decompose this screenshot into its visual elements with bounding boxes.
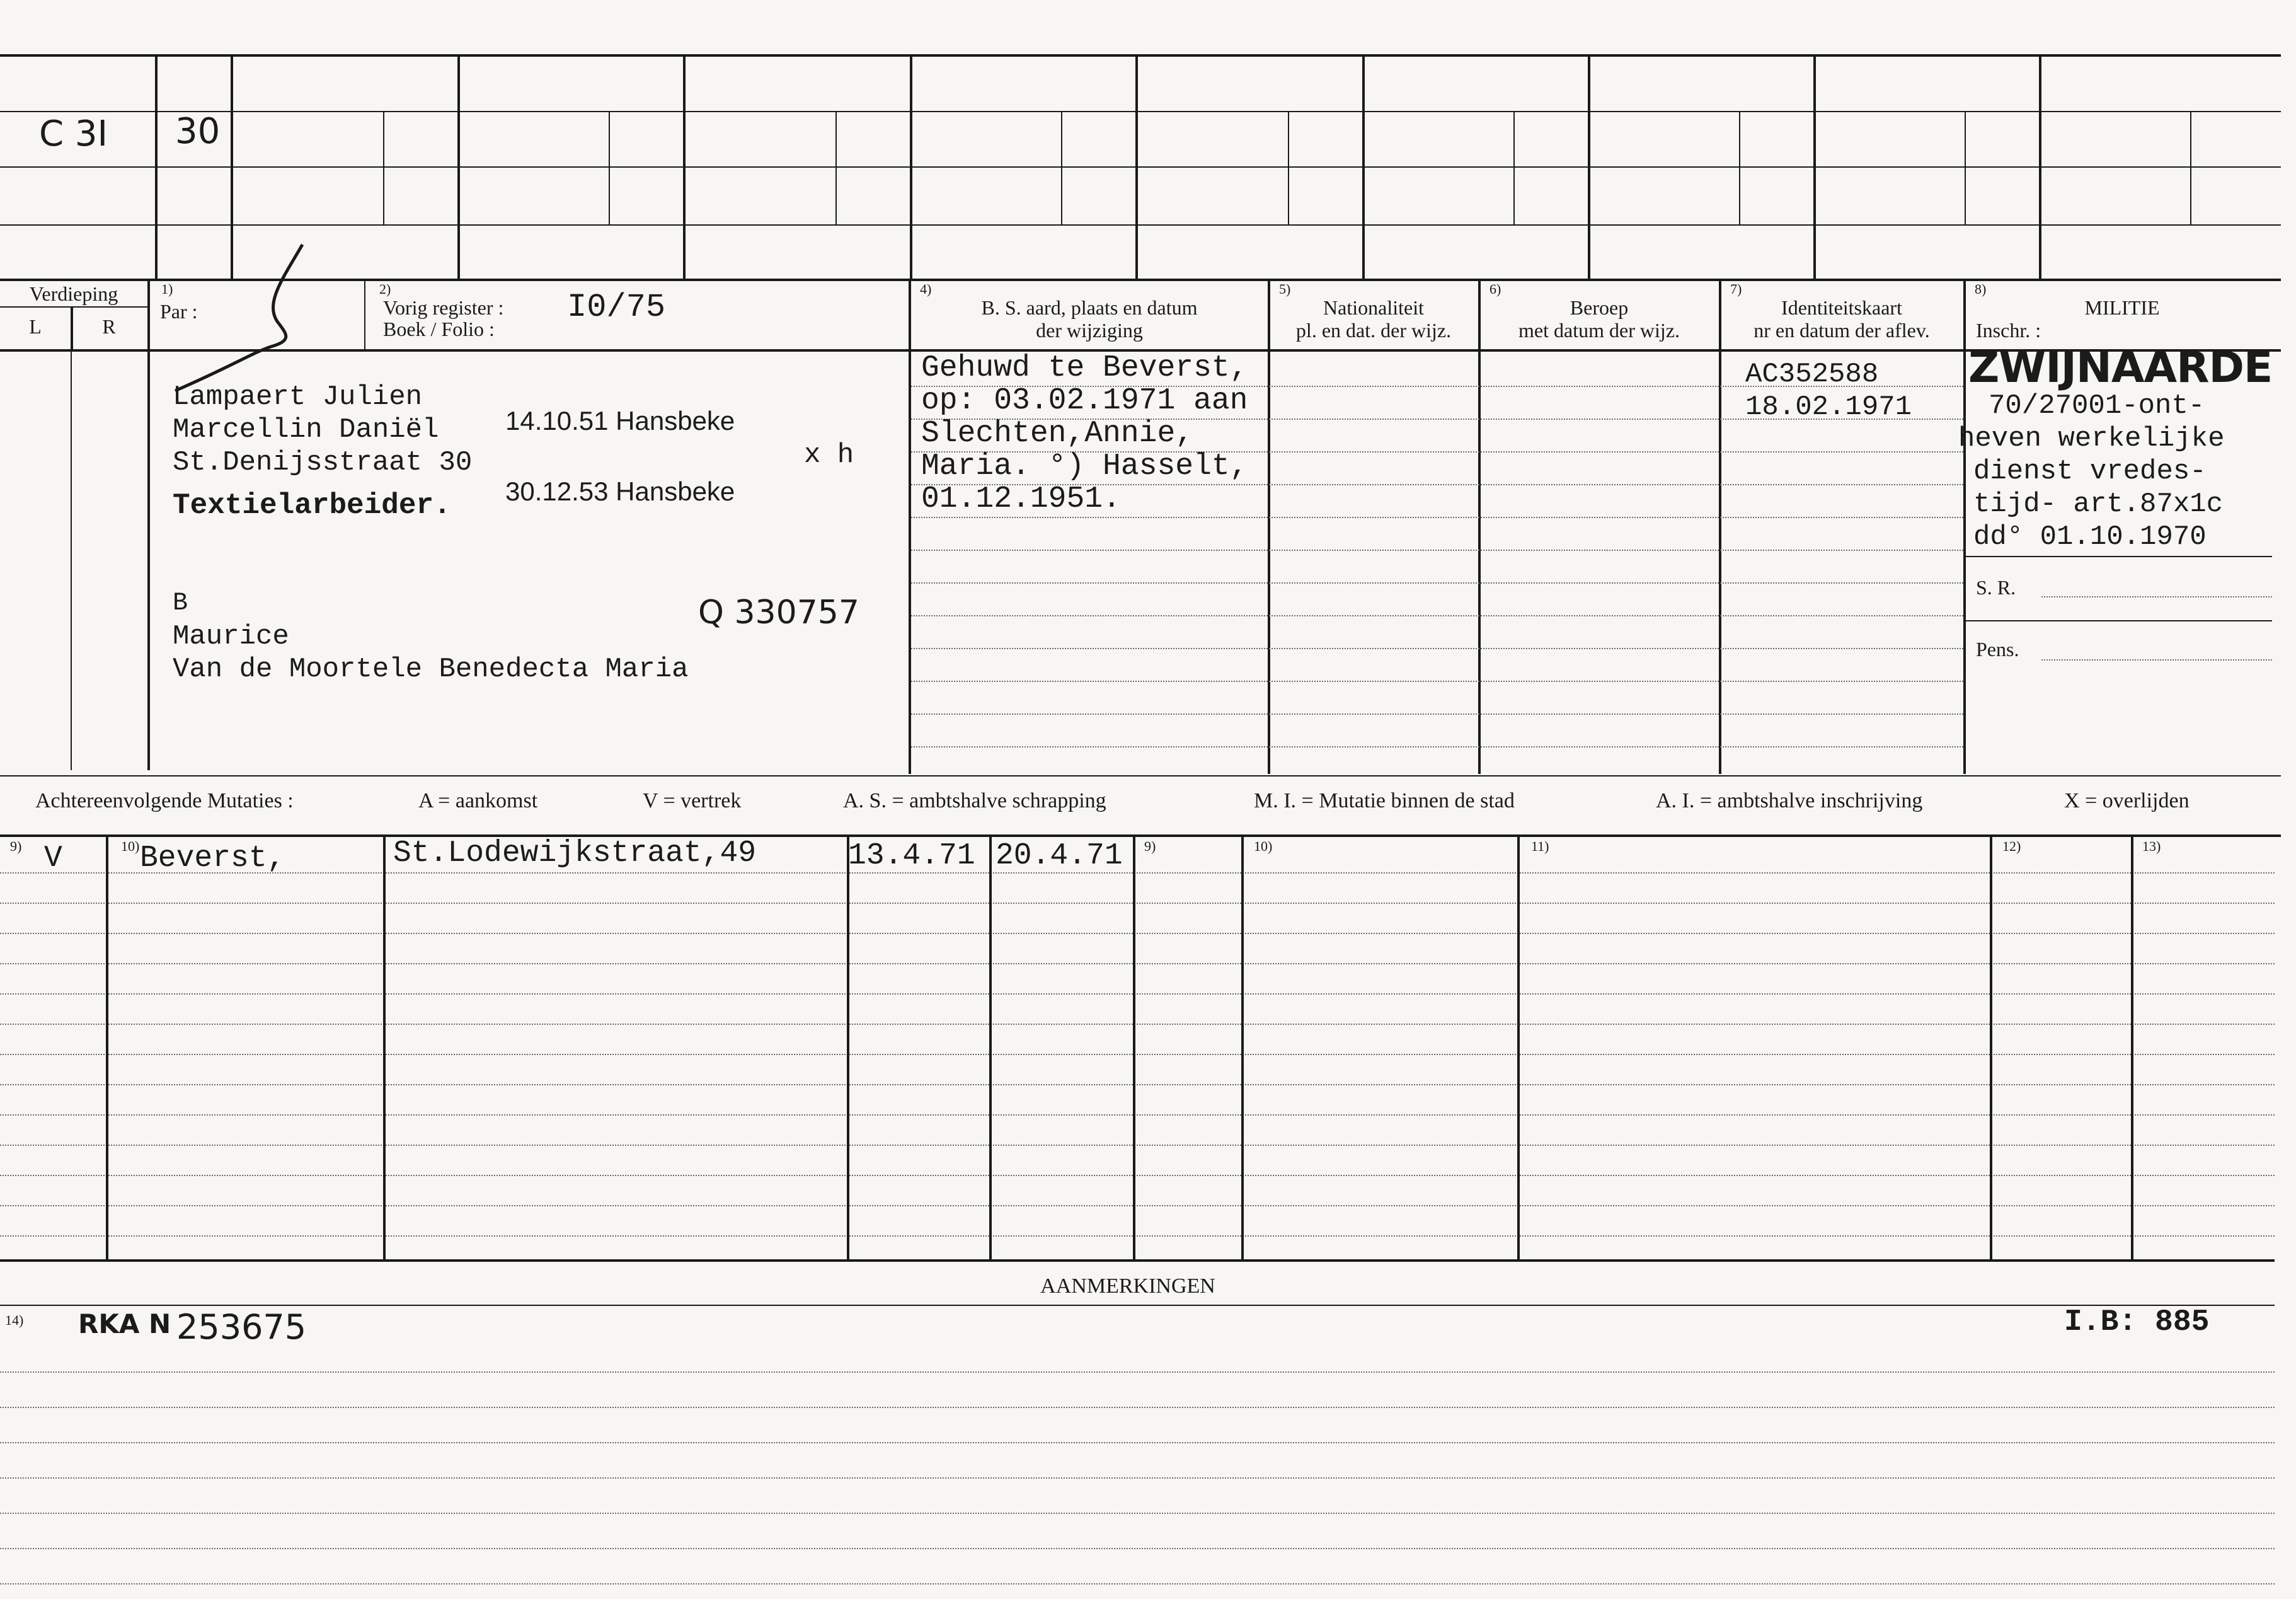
- militie-line: dd° 01.10.1970: [1973, 521, 2207, 553]
- footnote-14: 14): [5, 1312, 24, 1328]
- militie-line: dienst vredes-: [1973, 456, 2207, 487]
- grid-line: [0, 224, 2281, 226]
- mutations-title: Achtereenvolgende Mutaties :: [35, 789, 294, 812]
- grid-line: [1513, 111, 1515, 224]
- mutation-date-2: 20.4.71: [996, 839, 1123, 873]
- person-date-2: 30.12.53 Hansbeke: [505, 476, 735, 506]
- parent-mother: Van de Moortele Benedecta Maria: [173, 654, 689, 685]
- mutation-street: St.Lodewijkstraat,49: [393, 836, 757, 870]
- column-line: [909, 279, 911, 774]
- footnote-10b: 10): [1254, 838, 1273, 854]
- bs-line: op: 03.02.1971 aan: [921, 384, 1248, 418]
- right-label: R: [102, 315, 116, 338]
- footnote-11: 11): [1531, 838, 1549, 854]
- remarks-row-line: [0, 1583, 2275, 1585]
- grid-line: [1965, 111, 1966, 224]
- grid-line: [457, 54, 460, 279]
- column-line: [1268, 279, 1270, 774]
- rka-number: 253675: [176, 1307, 307, 1347]
- person-address: St.Denijsstraat 30: [173, 447, 473, 478]
- footnote-12: 12): [2002, 838, 2021, 854]
- legend-ambtshalve-schrapping: A. S. = ambtshalve schrapping: [843, 789, 1106, 812]
- grid-line: [2039, 54, 2041, 279]
- identity-card-date: 18.02.1971: [1745, 391, 1912, 423]
- legend-overlijden: X = overlijden: [2064, 789, 2190, 812]
- legend-aankomst: A = aankomst: [418, 789, 538, 812]
- mutation-row-line: [0, 1054, 2275, 1055]
- left-label: L: [29, 315, 42, 338]
- militie-line: tijd- art.87x1c: [1973, 488, 2224, 520]
- nationaliteit-header-line1: Nationaliteit: [1323, 296, 1424, 319]
- legend-mutatie-binnen-stad: M. I. = Mutatie binnen de stad: [1254, 789, 1515, 812]
- footnote-5: 5): [1279, 281, 1291, 297]
- footnote-10: 10): [121, 838, 140, 854]
- militie-divider: [1963, 620, 2272, 621]
- column-line: [847, 834, 849, 1259]
- grid-line: [383, 111, 384, 224]
- mutation-row-line: [0, 1175, 2275, 1176]
- person-given-names: Marcellin Daniël: [173, 414, 439, 446]
- grid-line: [609, 111, 610, 224]
- register-code: C 3I: [39, 113, 108, 154]
- beroep-header-line2: met datum der wijz.: [1518, 319, 1680, 342]
- identiteit-header-line2: nr en datum der aflev.: [1754, 319, 1930, 342]
- militie-line: 70/27001-ont-: [1989, 390, 2205, 422]
- nationaliteit-header-line2: pl. en dat. der wijz.: [1295, 319, 1452, 342]
- mutation-row-line: [0, 903, 2275, 904]
- inschr-label: Inschr. :: [1976, 319, 2041, 342]
- aanmerkingen-line: [0, 1305, 2275, 1306]
- grid-line: [0, 166, 2281, 168]
- legend-top-line: [0, 775, 2281, 776]
- dotted-row-line: [911, 582, 1963, 584]
- identity-card-number: AC352588: [1745, 359, 1879, 390]
- column-line: [1990, 834, 1992, 1259]
- person-profession: Textielarbeider.: [173, 489, 451, 522]
- dotted-row-line: [911, 615, 1963, 616]
- grid-line: [683, 54, 686, 279]
- remarks-row-line: [0, 1442, 2275, 1443]
- remarks-row-line: [0, 1371, 2275, 1373]
- column-line: [2131, 834, 2133, 1259]
- mutation-row-line: [0, 1205, 2275, 1206]
- bs-line: Slechten,Annie,: [921, 417, 1194, 451]
- vorig-register-label: Vorig register :: [383, 296, 504, 319]
- column-line: [1478, 279, 1481, 774]
- parent-father: Maurice: [173, 621, 289, 652]
- pens-dotted-line: [2041, 659, 2272, 661]
- militie-header: MILITIE: [2084, 296, 2160, 319]
- grid-line: [1588, 54, 1590, 279]
- verdieping-divider: [0, 306, 147, 308]
- register-number: 30: [175, 111, 221, 152]
- remarks-row-line: [0, 1513, 2275, 1514]
- mutations-top-line: [0, 834, 2281, 837]
- ib-number: I.B: 885: [2064, 1305, 2210, 1339]
- column-line: [364, 279, 365, 349]
- bs-header-line1: B. S. aard, plaats en datum: [981, 296, 1198, 319]
- sr-dotted-line: [2041, 596, 2272, 597]
- militie-place: ZWIJNAARDE: [1968, 343, 2273, 393]
- rka-label: RKA N: [78, 1308, 171, 1339]
- footnote-9: 9): [10, 838, 22, 854]
- dotted-row-line: [911, 550, 1963, 551]
- legend-vertrek: V = vertrek: [643, 789, 742, 812]
- grid-line: [0, 54, 2281, 57]
- verdieping-label: Verdieping: [29, 282, 118, 305]
- footnote-8: 8): [1975, 281, 1987, 297]
- mutation-row-line: [0, 1114, 2275, 1116]
- sr-label: S. R.: [1976, 576, 2016, 599]
- grid-line: [2190, 111, 2191, 224]
- dotted-row-line: [911, 713, 1963, 715]
- footnote-9b: 9): [1144, 838, 1156, 854]
- mutation-row-line: [0, 1084, 2275, 1085]
- grid-line: [910, 54, 912, 279]
- bs-line: Maria. °) Hasselt,: [921, 449, 1248, 483]
- column-line: [1517, 834, 1520, 1259]
- grid-line: [835, 111, 837, 224]
- mutation-row-line: [0, 1024, 2275, 1025]
- footnote-6: 6): [1490, 281, 1501, 297]
- footnote-2: 2): [379, 281, 391, 297]
- footnote-7: 7): [1730, 281, 1742, 297]
- mutation-type: V: [44, 841, 62, 875]
- beroep-header-line1: Beroep: [1570, 296, 1629, 319]
- column-line: [1241, 834, 1244, 1259]
- identiteit-header-line1: Identiteitskaart: [1781, 296, 1902, 319]
- mutation-row-line: [0, 1145, 2275, 1146]
- mutation-row-line: [0, 963, 2275, 964]
- person-birth: 14.10.51 Hansbeke: [505, 406, 735, 436]
- parent-b: B: [173, 589, 188, 618]
- column-line: [147, 279, 150, 770]
- footnote-13: 13): [2142, 838, 2161, 854]
- aanmerkingen-title: AANMERKINGEN: [1040, 1274, 1215, 1298]
- vorig-register-value: I0/75: [567, 289, 666, 326]
- person-mark: x h: [804, 439, 854, 471]
- grid-line: [0, 111, 2281, 112]
- column-line: [1719, 279, 1721, 774]
- militie-line: heven werkelijke: [1958, 423, 2225, 454]
- dotted-row-line: [911, 681, 1963, 682]
- remarks-row-line: [0, 1477, 2275, 1479]
- legend-ambtshalve-inschrijving: A. I. = ambtshalve inschrijving: [1656, 789, 1923, 812]
- column-line: [989, 834, 992, 1259]
- mutation-row-line: [0, 872, 2275, 874]
- mutation-row-line: [0, 1235, 2275, 1237]
- mutations-bottom-line: [0, 1259, 2275, 1262]
- bs-line: Gehuwd te Beverst,: [921, 351, 1248, 385]
- remarks-row-line: [0, 1548, 2275, 1549]
- grid-line: [1135, 54, 1138, 279]
- remarks-row-line: [0, 1407, 2275, 1408]
- grid-line: [1362, 54, 1365, 279]
- bs-line: 01.12.1951.: [921, 482, 1121, 516]
- grid-line: [1061, 111, 1062, 224]
- boek-folio-label: Boek / Folio :: [383, 318, 495, 340]
- par-label: Par :: [160, 300, 198, 323]
- column-line: [71, 349, 72, 770]
- pens-label: Pens.: [1976, 638, 2019, 661]
- person-name: Lampaert Julien: [173, 381, 423, 413]
- mutation-row-line: [0, 993, 2275, 995]
- bs-header-line2: der wijziging: [1036, 319, 1143, 342]
- dotted-row-line: [911, 746, 1963, 748]
- column-line: [383, 834, 386, 1259]
- footnote-1: 1): [161, 281, 173, 297]
- mutation-row-line: [0, 933, 2275, 934]
- mutation-place: Beverst,: [140, 841, 285, 875]
- column-line: [1133, 834, 1135, 1259]
- grid-line: [1288, 111, 1289, 224]
- column-line: [1963, 279, 1966, 774]
- grid-line: [1813, 54, 1816, 279]
- reference-number: Q 330757: [698, 594, 859, 632]
- column-line: [106, 834, 108, 1259]
- dotted-row-line: [911, 648, 1963, 649]
- footnote-4: 4): [920, 281, 932, 297]
- grid-line: [1739, 111, 1740, 224]
- mutation-date-1: 13.4.71: [848, 839, 975, 873]
